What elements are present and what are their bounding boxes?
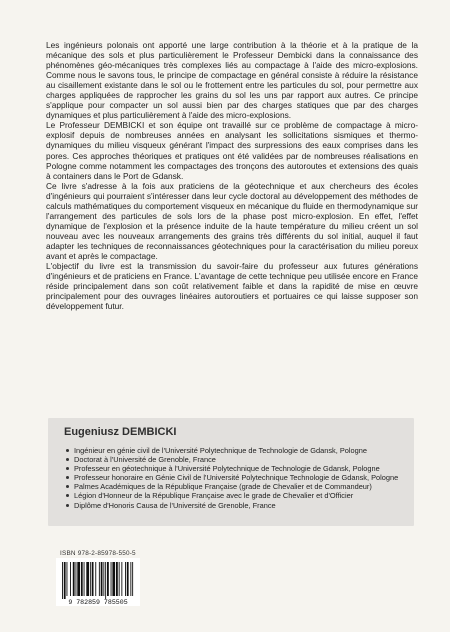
author-bio-box — [48, 418, 414, 526]
barcode-bar — [76, 562, 77, 596]
barcode-icon — [56, 558, 140, 606]
barcode-bar — [103, 562, 104, 596]
credential-text: Professeur en géotechnique à l'Université Polytechnique de Technologie de Gdansk, Pologne — [74, 464, 380, 474]
barcode-bar — [125, 562, 126, 596]
bullet-icon — [66, 449, 69, 452]
barcode-bar — [130, 562, 131, 596]
barcode-bar — [95, 562, 96, 596]
author-name: Eugeniusz DEMBICKI — [64, 426, 177, 438]
barcode-bar — [73, 562, 75, 596]
barcode-bar — [107, 562, 109, 596]
credential-text: Professeur honoraire en Génie Civil de l'Université Polytechnique Technologie de Gdansk, Pologne — [74, 473, 399, 483]
barcode-bar — [105, 562, 106, 599]
barcode-digits: 9 782859 785505 — [68, 599, 128, 606]
barcode-bar — [90, 562, 91, 596]
barcode-bar — [84, 562, 85, 596]
bullet-icon — [66, 458, 69, 461]
barcode-bar — [116, 562, 118, 596]
isbn-label: ISBN 978-2-85978-550-5 — [60, 550, 136, 557]
credential-item — [66, 491, 408, 500]
barcode-bar — [86, 562, 89, 596]
barcode-bar — [111, 562, 112, 596]
barcode-bar — [99, 562, 100, 596]
credential-text: Doctorat à l'Université de Grenoble, France — [74, 455, 216, 465]
barcode-bar — [127, 562, 129, 596]
barcode-bar — [62, 562, 63, 599]
barcode-bar — [77, 562, 80, 596]
barcode-bar — [119, 562, 120, 596]
paragraph-2: Le Professeur DEMBICKI et son équipe ont travaillé sur ce problème de compactage à micro-explosif depuis de nombreuses années en analysant les sollicitations sismiques et thermo-dynamiques du milieu visqueux générant l'impact des surpressions des eaux comprises dans les pores. Ces approches théoriques et pratiques ont été validées par de nombreuses réalisations en Pologne comme notamment les compactages des tronçons des autoroutes et extensions des quais à containers dans le Port de Gdansk. — [46, 120, 418, 181]
barcode-bar — [92, 562, 94, 596]
credential-text: Palmes Académiques de la République Française (grade de Chevalier et de Commandeur) — [74, 482, 372, 492]
bullet-icon — [66, 476, 69, 479]
credential-item — [66, 473, 408, 482]
barcode-bar — [132, 562, 133, 596]
barcode-bar — [81, 562, 83, 596]
bullet-icon — [66, 467, 69, 470]
barcode-bar — [64, 562, 66, 599]
bullet-icon — [66, 494, 69, 497]
credential-item — [66, 464, 408, 473]
credential-item — [66, 501, 408, 510]
credential-item — [66, 482, 408, 491]
barcode-bar — [121, 562, 122, 596]
credential-text: Diplôme d'Honoris Causa de l'Université de Grenoble, France — [74, 500, 276, 510]
bullet-icon — [66, 504, 69, 507]
credentials-list — [66, 446, 408, 510]
paragraph-4: L'objectif du livre est la transmission du savoir-faire du professeur aux futures générations d'ingénieurs et de praticiens en France. L'avantage de cette technique peu utilisée encore en France réside principalement dans son coût relativement faible et dans la rapidité de mise en œuvre principalement pour des ouvrages linéaires autoroutiers et portuaires ce qui laisse supposer son développement futur. — [46, 261, 418, 312]
barcode-bar — [101, 562, 103, 596]
credential-item — [66, 455, 408, 464]
credential-text: Ingénieur en génie civil de l'Université Polytechnique de Technologie de Gdansk, Pologne — [74, 446, 367, 455]
description-text — [46, 40, 418, 311]
barcode-bar — [67, 562, 68, 596]
barcode-bar — [70, 562, 71, 596]
paragraph-1: Les ingénieurs polonais ont apporté une large contribution à la théorie et à la pratique de la mécanique des sols et plus particulièrement le Professeur Dembicki dans la connaissance des phénomènes géo-mécaniques très complexes liés au compactage à l'aide des micro-explosions. Comme nous le savons tous, le principe de compactage en général consiste à réduire la résistance au cisaillement existante dans le sol ou le frottement entre les particules du sol, pour permettre aux charges appliquées de rapprocher les grains du sol les uns par rapport aux autres. Ce principe s'applique pour compacter un sol aussi bien par des charges statiques que par des charges dynamiques et plus particulièrement à l'aide des micro-explosions. — [46, 40, 418, 121]
barcode-bar — [112, 562, 115, 596]
paragraph-3: Ce livre s'adresse à la fois aux praticiens de la géotechnique et aux chercheurs des écoles d'ingénieurs qui pourraient s'intéresser dans leur cycle doctoral au développement des méthodes de calculs mathématiques du comportement visqueux en mécanique du fluide en thermodynamique sur l'arrangement des particules de sols lors de la phase post micro-explosion. En effet, l'effet dynamique de l'explosion et la présence induite de la haute température du milieu créent un sol nouveau avec les nouveaux arrangements des grains très différents du sol initial, auquel il faut adapter les techniques de reconnaissances géotechniques pour la caractérisation du milieu poreux avant et après le compactage. — [46, 180, 418, 261]
credential-item — [66, 446, 408, 455]
credential-text: Légion d'Honneur de la République Française avec le grade de Chevalier et d'Officier — [74, 491, 354, 501]
bullet-icon — [66, 485, 69, 488]
